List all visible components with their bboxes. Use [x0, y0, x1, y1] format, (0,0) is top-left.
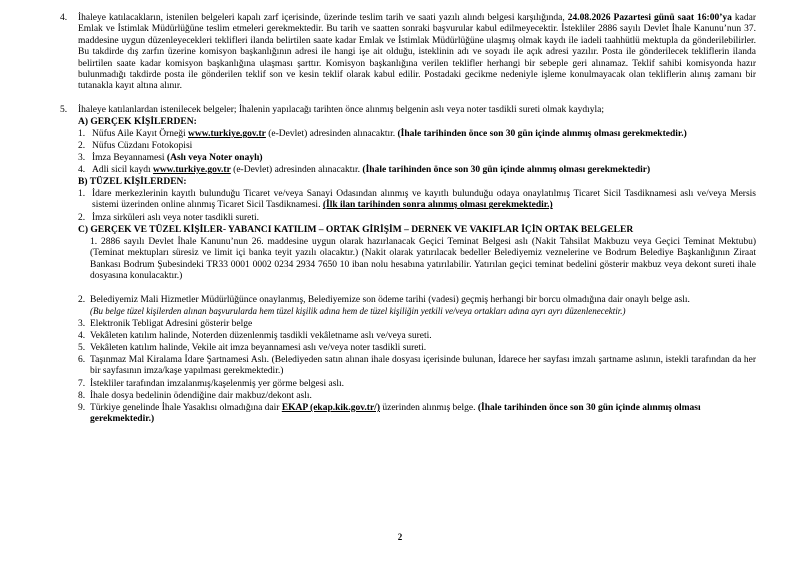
- section-b-heading: B) TÜZEL KİŞİLERDEN:: [78, 177, 187, 187]
- list-item: 3. Elektronik Tebligat Adresini gösterir belge: [78, 319, 253, 329]
- paragraph-number: 5.: [60, 105, 68, 115]
- list-item: 2. Belediyemiz Mali Hizmetler Müdürlüğünce onaylanmış, Belediyemize son ödeme tarihi (vadesi) geçmiş herhangi bir borcu olmadığına dair onaylı belge aslı. (Bu belge tüzel kişilerden alınan başvurularda hem tüzel kişilik adına hem de tüzel kişiliğin yetkili ve/veya ortakları adına ayrı ayrı düzenlenecektir.): [78, 295, 756, 318]
- note-text: (Bu belge tüzel kişilerden alınan başvurularda hem tüzel kişilik adına hem de tüzel kişiliğin yetkili ve/veya ortakları adına ayrı ayrı düzenlenecektir.): [90, 306, 626, 317]
- list-item: 9. Türkiye genelinde İhale Yasaklısı olmadığına dair EKAP (ekap.kik.gov.tr/) üzerinden alınmış belge. (İhale tarihinden önce son 30 gün içinde alınmış olması gerekmektedir.): [78, 403, 701, 425]
- list-item: 2. İmza sirküleri aslı veya noter tasdikli sureti.: [78, 213, 259, 223]
- section-a-heading: A) GERÇEK KİŞİLERDEN:: [78, 117, 197, 127]
- list-item: 4. Vekâleten katılım halinde, Noterden düzenlenmiş tasdikli vekâletname aslı ve/veya sureti.: [78, 331, 432, 341]
- list-item: 1. İdare merkezlerinin kayıtlı bulunduğu Ticaret ve/veya Sanayi Odasından alınmış ve kayıtlı bulunduğu odaya onaylatılmış Ticaret Sicil Tasdiknamesi aslı ve/veya Mersis sistemi üzerinden online alınmış Ticaret Sicil Tasdiknamesi. (İlk ilan tarihinden sonra alınmış olması gerekmektedir.): [78, 189, 756, 211]
- paragraph-text: İhaleye katılacakların, istenilen belgeleri kapalı zarf içerisinde, üzerinde teslim tarih ve saati yazılı alındı belgesi karşılığında,: [78, 13, 568, 23]
- section-c-heading: C) GERÇEK VE TÜZEL KİŞİLER- YABANCI KATILIM – ORTAK GİRİŞİM – DERNEK VE VAKIFLAR İÇİN ORTAK BELGELER: [78, 225, 634, 235]
- list-item: 5. Vekâleten katılım halinde, Vekile ait imza beyannamesi aslı ve/veya noter tasdikli sureti.: [78, 343, 427, 353]
- paragraph-text: kadar Emlak ve İstimlak Müdürlüğüne teslim etmeleri gerekmektedir. Bu tarih ve saatten sonraki başvurular kabul edilmeyecektir. İstekliler 2886 sayılı Devlet İhale Kanunu’nun 37. maddesine uygun düzenleyecekleri teklifleri ilanda belirtilen saate kadar Emlak ve İstimlak Müdürlüğüne ulaşmış olmak kaydı ile iadeli taahhütlü mektupla da gönderilebilirler. Bu takdirde dış zarfın üzerine komisyon başkanlığının adresi ile hangi işe ait olduğu, isteklinin adı ve soyadı ile açık adresi yazılır. Posta ile gönderilecek tekliflerin ilanda belirtilen saate kadar komisyon başkanlığına ulaşması şarttır. Komisyon başkanlığına verilen teklifler herhangi bir sebeple geri alınamaz. Teklif sahibi komisyonda hazır bulunmadığı takdirde posta ile gönderilen teklif son ve kesin teklif olarak kabul edilir. Postadaki gecikme nedeniyle işleme konulmayacak olan tekliflerin alınış zamanı bir tutanakla kayıt altına alınır.: [78, 13, 756, 92]
- paragraph-4: [60, 13, 756, 93]
- paragraph-5: [60, 105, 756, 116]
- turkiye-gov-link[interactable]: www.turkiye.gov.tr: [152, 165, 231, 175]
- list-item: 1. Nüfus Aile Kayıt Örneği www.turkiye.gov.tr (e-Devlet) adresinden alınacaktır. (İhale tarihinden önce son 30 gün içinde alınmış olması gerekmektedir.): [78, 129, 687, 139]
- paragraph-number: 4.: [60, 13, 68, 23]
- list-item: 7. İstekliler tarafından imzalanmış/kaşelenmiş yer görme belgesi aslı.: [78, 379, 345, 389]
- list-item: 8. İhale dosya bedelinin ödendiğine dair makbuz/dekont aslı.: [78, 391, 312, 401]
- turkiye-gov-link[interactable]: www.turkiye.gov.tr: [188, 129, 266, 139]
- ekap-link[interactable]: EKAP (ekap.kik.gov.tr/): [281, 403, 380, 413]
- deadline-date: 24.08.2026 Pazartesi günü saat 16:00’ya: [567, 13, 732, 23]
- page-number: 2: [397, 532, 403, 542]
- list-item: 6. Taşınmaz Mal Kiralama İdare Şartnamesi Aslı. (Belediyeden satın alınan ihale dosyası içerisinde bulunan, İdarece her sayfası imzalı şartname aslının, istekli tarafından da her bir sayfasının imza/kaşe yapılması gerekmektedir.): [78, 355, 756, 377]
- list-item: 2. Nüfus Cüzdanı Fotokopisi: [78, 141, 193, 151]
- paragraph-text: İhaleye katılanlardan istenilecek belgeler; İhalenin yapılacağı tarihten önce alınmış belgenin aslı veya noter tasdikli sureti olmak kaydıyla;: [78, 105, 605, 115]
- section-c-item-1: 1. 2886 sayılı Devlet İhale Kanunu’nun 26. maddesine uygun olarak hazırlanacak Geçici Teminat Belgesi aslı (Nakit Tahsilat Makbuzu veya Geçici Teminat Mektubu) (Teminat mektupları süresiz ve limit içi banka teyit yazılı olacaktır.) (Nakit olarak yatırılacak bedeller Belediyemiz veznelerine ve Bodrum Belediye Başkanlığının Ziraat Bankası Bodrum Şubesindeki TR33 0001 0002 0234 2934 7650 10 iban nolu hesabına yatırılabilir. Yatırılan geçici teminat bedelini gösterir makbuz veya dekont sureti ihale dosyasına konulacaktır.): [90, 237, 756, 282]
- list-item: 4. Adli sicil kaydı www.turkiye.gov.tr (e-Devlet) adresinden alınacaktır. (İhale tarihinden önce son 30 gün içinde alınmış olması gerekmektedir): [78, 165, 651, 175]
- list-item: 3. İmza Beyannamesi (Aslı veya Noter onaylı): [78, 153, 263, 163]
